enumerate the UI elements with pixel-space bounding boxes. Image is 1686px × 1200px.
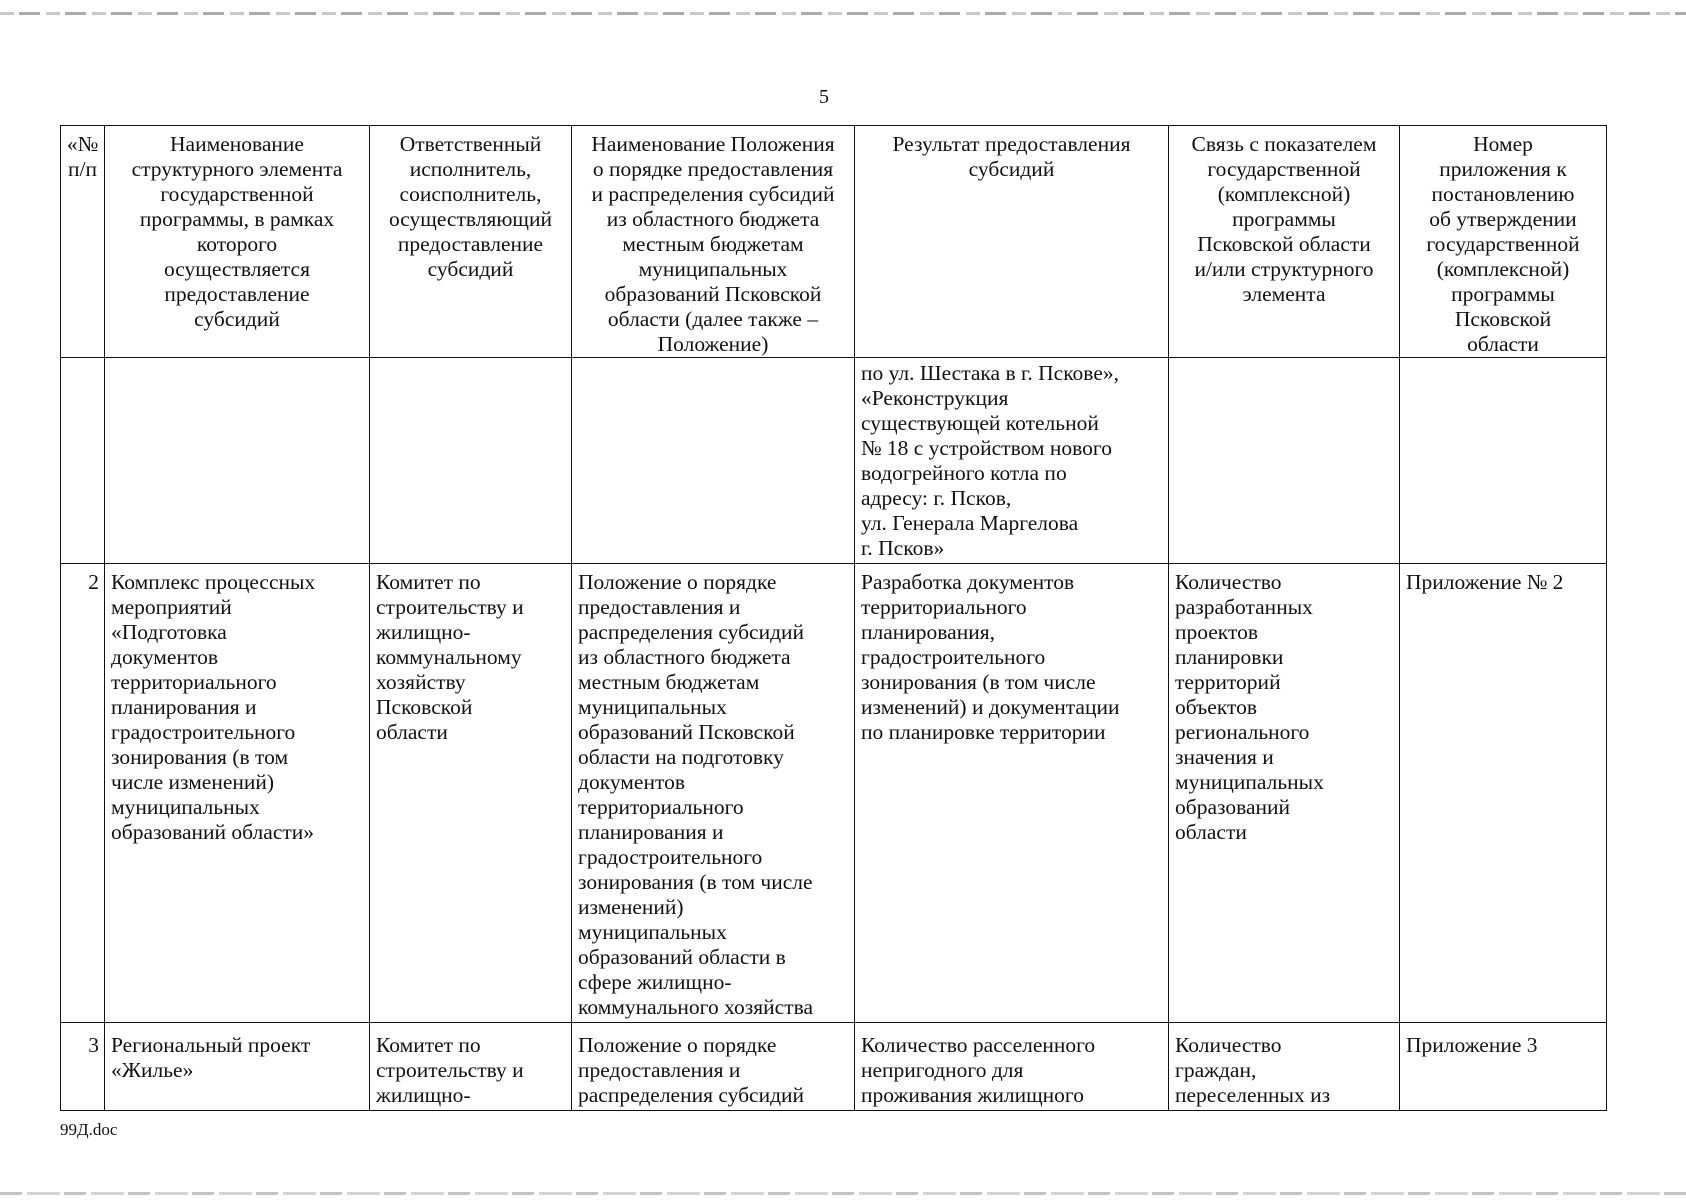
cell-appendix <box>1400 358 1607 564</box>
header-result: Результат предоставления субсидий <box>855 126 1169 358</box>
page-number: 5 <box>819 86 829 108</box>
header-num: «№ п/п <box>61 126 105 358</box>
cell-executor: Комитет по строительству и жилищно- коммунальному хозяйству Псковской области <box>370 564 572 1023</box>
cell-num: 2 <box>61 564 105 1023</box>
cell-num <box>61 358 105 564</box>
cell-num: 3 <box>61 1023 105 1111</box>
subsidy-table <box>60 125 1607 1111</box>
cell-executor <box>370 358 572 564</box>
scan-edge-top <box>0 12 1686 15</box>
table-header-row <box>61 126 1607 358</box>
cell-result: Разработка документов территориального планирования, градостроительного зонирования (в том числе изменений) и документации по планировке территории <box>855 564 1169 1023</box>
table-row-continuation <box>61 358 1607 564</box>
cell-regulation <box>572 358 855 564</box>
cell-regulation: Положение о порядке предоставления и распределения субсидий <box>572 1023 855 1111</box>
cell-result: по ул. Шестака в г. Пскове», «Реконструкция существующей котельной № 18 с устройством нового водогрейного котла по адресу: г. Псков, ул. Генерала Маргелова г. Псков» <box>855 358 1169 564</box>
cell-indicator: Количество разработанных проектов планировки территорий объектов регионального значения и муниципальных образований области <box>1169 564 1400 1023</box>
header-indicator: Связь с показателем государственной (комплексной) программы Псковской области и/или структурного элемента <box>1169 126 1400 358</box>
cell-indicator <box>1169 358 1400 564</box>
table-row <box>61 564 1607 1023</box>
cell-structural-element <box>105 358 370 564</box>
cell-structural-element: Комплекс процессных мероприятий «Подготовка документов территориального планирования и градостроительного зонирования (в том числе изменений) муниципальных образований области» <box>105 564 370 1023</box>
table-row <box>61 1023 1607 1111</box>
cell-result: Количество расселенного непригодного для проживания жилищного <box>855 1023 1169 1111</box>
header-structural-element: Наименование структурного элемента государственной программы, в рамках которого осуществляется предоставление субсидий <box>105 126 370 358</box>
header-executor: Ответственный исполнитель, соисполнитель, осуществляющий предоставление субсидий <box>370 126 572 358</box>
header-regulation: Наименование Положения о порядке предоставления и распределения субсидий из областного бюджета местным бюджетам муниципальных образований Псковской области (далее также – Положение) <box>572 126 855 358</box>
cell-executor: Комитет по строительству и жилищно- <box>370 1023 572 1111</box>
footer-filename: 99Д.doc <box>60 1120 118 1139</box>
cell-indicator: Количество граждан, переселенных из <box>1169 1023 1400 1111</box>
cell-regulation: Положение о порядке предоставления и распределения субсидий из областного бюджета местным бюджетам муниципальных образований Псковской области на подготовку документов территориального планирования и градостроительного зонирования (в том числе изменений) муниципальных образований области в сфере жилищно- коммунального хозяйства <box>572 564 855 1023</box>
cell-structural-element: Региональный проект «Жилье» <box>105 1023 370 1111</box>
cell-appendix: Приложение № 2 <box>1400 564 1607 1023</box>
header-appendix: Номер приложения к постановлению об утверждении государственной (комплексной) программы Псковской области <box>1400 126 1607 358</box>
cell-appendix: Приложение 3 <box>1400 1023 1607 1111</box>
scan-edge-bottom <box>0 1192 1686 1195</box>
